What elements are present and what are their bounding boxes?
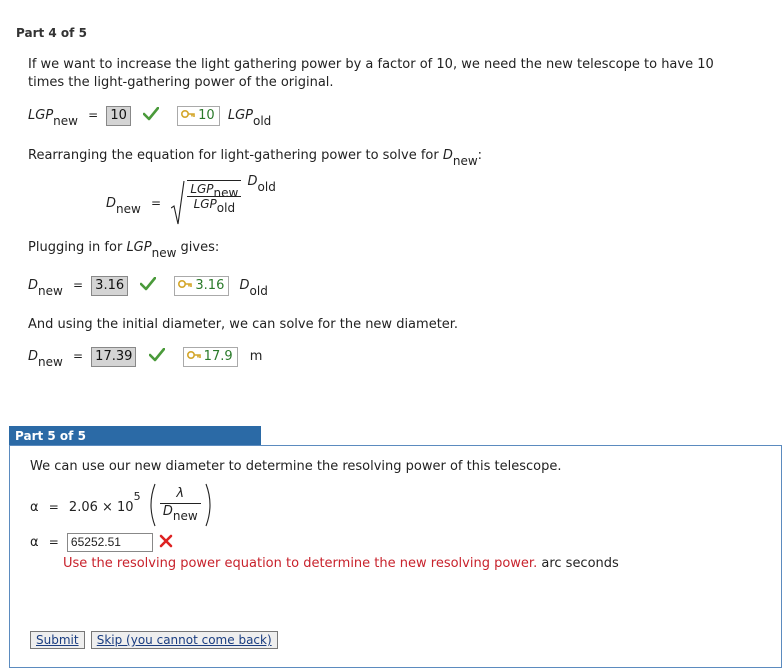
d-old-label: D [239,278,250,293]
plug-sub: new [151,246,177,260]
frac-d: D [162,504,173,519]
part5-title: Part 5 of 5 [9,426,261,447]
d-old-sub: old [249,284,268,298]
dnew-unit: m [249,349,263,364]
dnew-sub: new [38,355,63,369]
sqrt-formula [106,174,276,226]
plug-line [28,238,220,260]
part5-intro: We can use our new diameter to determine the resolving power of this telescope. [30,459,562,474]
x-mark-icon [159,534,173,548]
frac-den-lgp: LGP [193,197,217,211]
submit-button[interactable]: Submit [30,631,85,649]
sqrt-sign-icon [171,180,185,226]
plug-text: Plugging in for [28,240,123,255]
exponent: 5 [133,490,141,503]
dnew-row [28,347,262,367]
lgp-old-label: LGP [227,108,253,123]
error-message: Use the resolving power equation to determine the new resolving power. [63,556,538,571]
resolving-formula [30,482,215,528]
formula-d: D [106,196,117,211]
gives-text: gives: [180,240,220,255]
feedback-line [63,555,619,573]
equals-sign: = [88,108,99,122]
rearrange-var: D [442,148,453,163]
dnew-equals: = [72,349,84,363]
lgp-row [28,106,271,130]
d-sub-new: new [38,284,63,298]
lgp-input[interactable]: 10 [106,106,131,126]
lgp-answer-box [177,106,220,126]
formula-equals: = [48,500,59,515]
colon: : [477,148,483,163]
lambda: λ [160,486,201,504]
checkmark-icon [143,107,159,121]
lgp-label: LGP [28,108,54,123]
formula-d-sub: new [116,202,141,216]
d-ratio-input[interactable]: 3.16 [91,276,128,296]
key-icon [187,349,201,361]
lgp-answer-value: 10 [198,108,215,123]
coefficient: 2.06 × 10 [68,500,134,516]
right-paren-icon [205,482,215,528]
alpha-symbol: α [30,500,39,516]
alpha-equals: = [48,535,59,549]
alpha-label: α [30,535,39,550]
formula-d-old: D [247,174,258,189]
d-ratio-answer-value: 3.16 [195,278,225,293]
lgp-sub-old: old [252,114,272,128]
dnew-answer-value: 17.9 [203,349,233,364]
checkmark-icon [149,348,165,362]
unit-label: arc seconds [541,556,619,571]
d-equals: = [72,278,84,292]
dnew-answer-box [183,347,238,367]
alpha-row [30,533,173,552]
dnew-label: D [28,349,39,364]
frac-num-sub: new [213,186,239,200]
part4-intro: If we want to increase the light gathering power by a factor of 10, we need the new telescope to have 10 times the light-gathering power of the original. [28,57,714,90]
d-ratio-row [28,276,268,296]
dnew-input[interactable]: 17.39 [91,347,136,367]
checkmark-icon [140,277,156,291]
frac-num-lgp: LGP [190,182,214,196]
skip-button[interactable]: Skip (you cannot come back) [91,631,278,649]
alpha-input[interactable] [67,533,153,552]
button-row [30,631,278,649]
rearrange-sub: new [452,154,478,168]
formula-equals: = [150,196,162,210]
rearrange-line [28,146,483,168]
d-label: D [28,278,39,293]
key-icon [178,278,192,290]
frac-d-sub: new [172,509,198,523]
d-ratio-answer-box [174,276,229,296]
rearrange-text: Rearranging the equation for light-gathering power to solve for [28,148,439,163]
left-paren-icon [146,482,156,528]
part4-title: Part 4 of 5 [16,26,87,40]
lgp-sub-new: new [53,114,78,128]
diameter-text: And using the initial diameter, we can solve for the new diameter. [28,317,459,332]
key-icon [181,108,195,120]
formula-d-old-sub: old [257,180,276,194]
plug-var: LGP [126,240,152,255]
frac-den-sub: old [216,201,236,215]
